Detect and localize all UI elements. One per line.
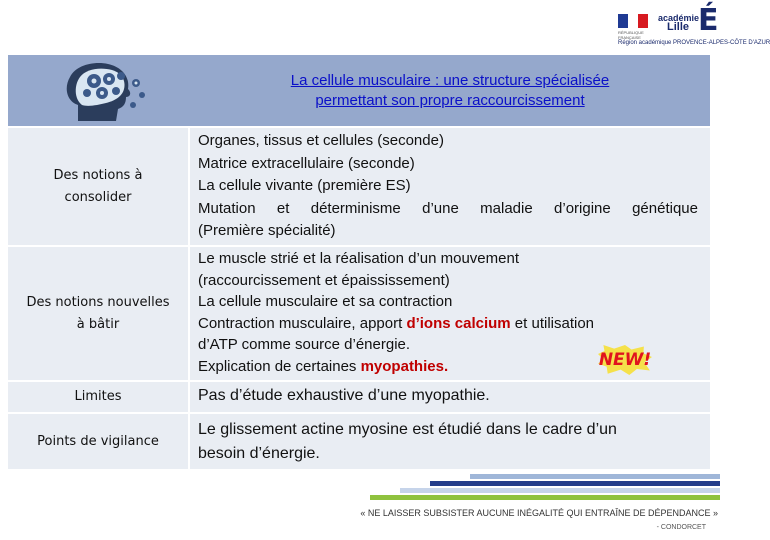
new-badge-text: NEW! [598, 350, 652, 370]
consolider-line: La cellule vivante (première ES) [198, 177, 411, 194]
label-vigilance: Points de vigilance [8, 414, 188, 469]
academie-logo [612, 3, 770, 56]
footer-stripe-green [370, 495, 720, 500]
highlight-ions-calcium: d’ions calcium [406, 314, 511, 332]
content-consolider [190, 128, 710, 245]
footer-stripe-light-blue [470, 474, 720, 479]
footer-motto: « NE LAISSER SUBSISTER AUCUNE INÉGALITÉ QUI ENTRAÎNE DE DÉPENDANCE » [360, 508, 718, 518]
page-title-line1: La cellule musculaire : une structure spécialisée [290, 71, 610, 89]
batir-contraction-line: Contraction musculaire, apport d’ions calcium et utilisation [198, 314, 595, 332]
batir-line: (raccourcissement et épaississement) [198, 271, 450, 289]
new-badge [598, 345, 652, 375]
content-limites: Pas d’étude exhaustive d’une myopathie. [190, 382, 710, 412]
label-batir: Des notions nouvelles à bâtir [8, 247, 188, 380]
batir-explication-line: Explication de certaines myopathies. [198, 357, 449, 375]
logo-republique: RÉPUBLIQUE FRANÇAISE [618, 30, 644, 40]
footer-stripe-pale-blue [400, 488, 720, 493]
logo-academie: académie Lille [658, 13, 700, 33]
logo-e-letter: É [698, 3, 719, 38]
batir-line: La cellule musculaire et sa contraction [198, 293, 453, 310]
consolider-line: Organes, tissus et cellules (seconde) [198, 132, 444, 149]
consolider-line: Mutation et déterminisme d’une maladie d’origine génétique [198, 199, 698, 217]
label-consolider: Des notions à consolider [8, 128, 188, 245]
footer-stripe-blue [430, 481, 720, 486]
french-flag-icon [618, 14, 648, 28]
consolider-line: (Première spécialité) [198, 222, 336, 239]
label-limites: Limites [8, 382, 188, 412]
page-title [190, 55, 710, 126]
brain-gears-icon [8, 55, 190, 126]
page-title-line2: permettant son propre raccourcissement [315, 91, 585, 109]
consolider-line: Matrice extracellulaire (seconde) [198, 154, 415, 172]
batir-line: d’ATP comme source d’énergie. [198, 336, 411, 353]
footer-signature: - CONDORCET [656, 524, 706, 531]
logo-region: Région académique PROVENCE-ALPES-CÔTE D'AZUR [618, 40, 770, 46]
batir-line: Le muscle strié et la réalisation d’un mouvement [198, 250, 519, 267]
highlight-myopathies: myopathies. [360, 357, 449, 375]
content-vigilance: Le glissement actine myosine est étudié dans le cadre d’un besoin d’énergie. [190, 414, 710, 469]
header-image-cell [8, 55, 190, 126]
